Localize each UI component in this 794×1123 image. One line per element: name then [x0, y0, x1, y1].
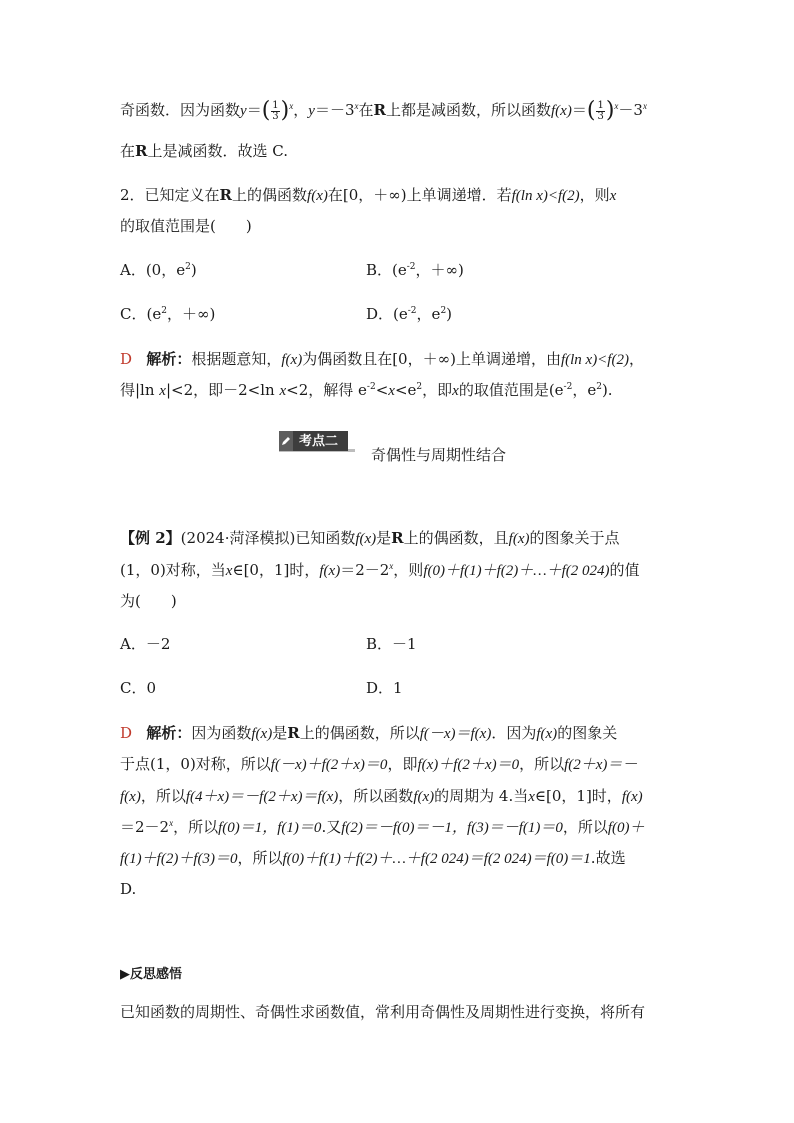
ex2-answer-line-5: f(1)＋f(2)＋f(3)＝0，所以f(0)＋f(1)＋f(2)＋…＋f(2 024)＝f(2 024)＝f(0)＝1.故选: [120, 849, 626, 867]
q2-option-b[interactable]: B．($e^{-2}$，＋∞): [366, 261, 464, 279]
example-2-line-2: (1，0)对称，当x∈[0，1]时，$f(x)=2-2^x$，则f(0)＋f(1)＋f(2)＋…＋f(2 024)的值: [120, 561, 640, 579]
ex2-answer-line-1: D 解析：因为函数f(x)是R上的偶函数，所以f(－x)＝f(x)．因为f(x)的图象关: [120, 724, 618, 742]
example-2-line-3: 为( ): [120, 592, 177, 610]
ex2-option-c[interactable]: C．0: [120, 679, 157, 697]
ex2-option-d[interactable]: D．1: [366, 679, 403, 697]
question-2-line-1: 2．已知定义在R上的偶函数f(x)在[0，＋∞)上单调递增．若f(ln x)<f(2)，则x: [120, 186, 617, 204]
q2-answer-line-1: D 解析：根据题意知，f(x)为偶函数且在[0，＋∞)上单调递增，由f(ln x)<f(2)，: [120, 350, 644, 368]
q2-answer-letter: D: [120, 350, 133, 368]
ex2-answer-letter: D: [120, 724, 133, 742]
q2-option-a[interactable]: A．(0，$e^2$): [120, 261, 197, 279]
fraction-one-third: $\frac{1}{3}$: [272, 99, 279, 122]
q2-answer-line-2: 得|ln x|<2，即－2<ln x<2，解得 $e^{-2}<x<e^2$，即x的取值范围是($e^{-2}$，$e^2$).: [120, 381, 613, 399]
prev-solution-line-2: 在R上是减函数．故选 C.: [120, 142, 288, 160]
ex2-answer-line-6: D.: [120, 880, 137, 898]
pencil-icon: [279, 431, 293, 451]
section-badge-label: 考点二: [293, 431, 348, 451]
prev-solution-line-1: 奇函数．因为函数y＝( $\frac{1}{3}$ )$^x$，$y=-3^x$在R上都是减函数，所以函数f(x)＝( $\frac{1}{3}$ )$^x-3^x$: [120, 98, 647, 123]
section-badge: [279, 431, 348, 451]
section-title: 奇偶性与周期性结合: [371, 447, 507, 464]
reflection-text: 已知函数的周期性、奇偶性求函数值，常利用奇偶性及周期性进行变换，将所有: [120, 1003, 646, 1021]
reflection-title: ▶反思感悟: [120, 966, 182, 981]
ex2-answer-line-2: 于点(1，0)对称，所以f(－x)＋f(2＋x)＝0，即f(x)＋f(2＋x)＝0，所以f(2＋x)＝－: [120, 755, 638, 773]
q2-option-c[interactable]: C．($e^2$，＋∞): [120, 305, 216, 323]
q2-option-d[interactable]: D．($e^{-2}$，$e^2$): [366, 305, 453, 323]
example-2-line-1: 【例 2】(2024·菏泽模拟)已知函数f(x)是R上的偶函数，且f(x)的图象关于点: [120, 529, 620, 547]
ex2-answer-line-4: $=2-2^x$，所以f(0)＝1，f(1)＝0.又f(2)＝－f(0)＝－1，f(3)＝－f(1)＝0，所以f(0)＋: [120, 818, 645, 836]
ex2-answer-line-3: f(x)，所以f(4＋x)＝－f(2＋x)＝f(x)，所以函数f(x)的周期为 4.当x∈[0，1]时，f(x): [120, 787, 643, 805]
ex2-option-b[interactable]: B．－1: [366, 635, 417, 653]
question-2-line-2: 的取值范围是( ): [120, 217, 252, 235]
var-y: y: [240, 103, 247, 119]
ex2-option-a[interactable]: A．－2: [120, 635, 171, 653]
